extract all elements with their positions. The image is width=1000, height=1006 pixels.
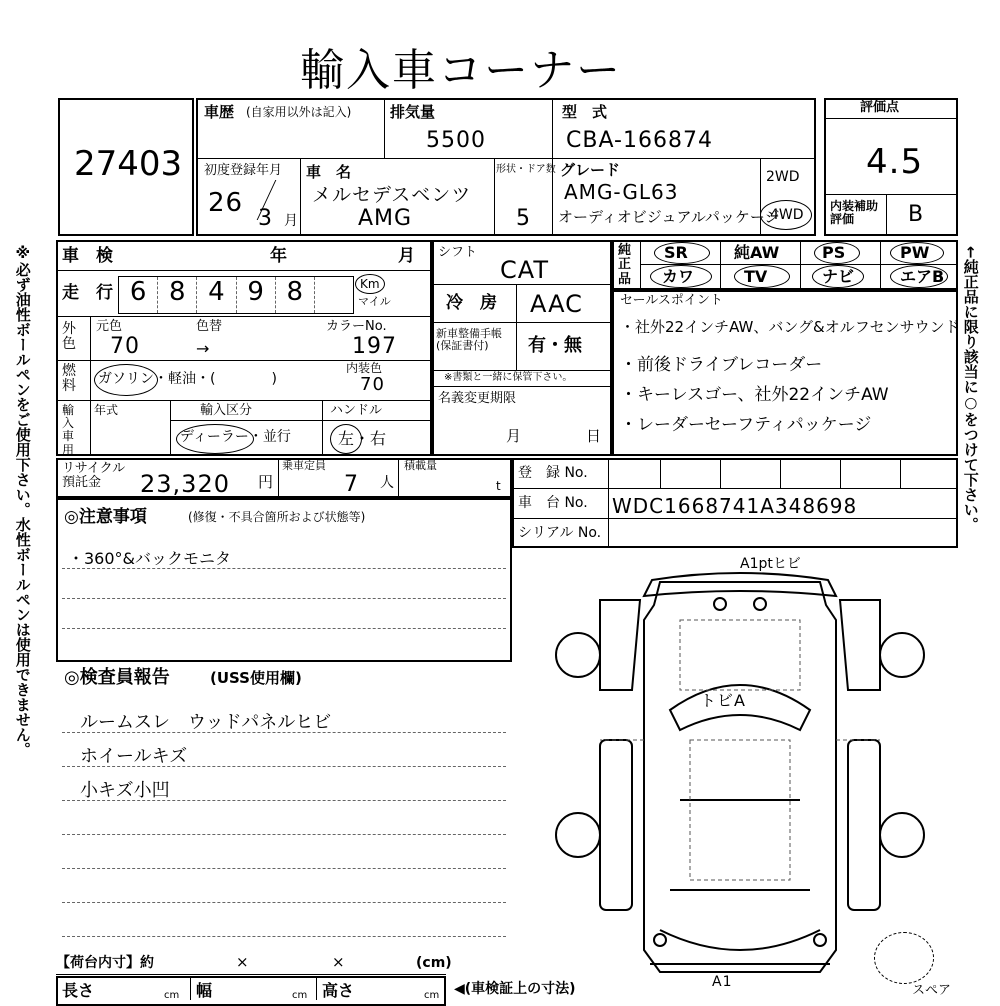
mileage-digit: 4 <box>197 277 236 313</box>
mileage-unit-mile: マイル <box>358 295 391 308</box>
equip-tv: TV <box>744 267 768 286</box>
page-title: 輸入車コーナー <box>300 45 622 96</box>
shift-label: シフト <box>438 245 478 260</box>
first-reg-label: 初度登録年月 <box>204 163 283 178</box>
sales-line-3: ・キーレスゴー、社外22インチAW <box>620 385 889 405</box>
equip-ps: PS <box>822 243 846 262</box>
serial-no-label: シリアル No. <box>518 525 602 541</box>
color-orig-label: 元色 <box>96 319 123 334</box>
inspector-label: ◎検査員報告 <box>64 667 170 688</box>
capacity-unit: 人 <box>380 475 394 491</box>
equip-tv-circle <box>734 265 790 288</box>
manual-note: ※書類と一緒に保管下さい。 <box>444 372 573 383</box>
manual-options: 有・無 <box>528 335 582 356</box>
name-change-month: 月 <box>506 427 522 445</box>
manual-label: 新車整備手帳(保証書付) <box>436 327 502 353</box>
name-change-day: 日 <box>586 427 602 445</box>
doors-value: 5 <box>516 206 531 231</box>
import-type-label: 輸入区分 <box>200 403 253 418</box>
cargo-cm: (cm) <box>416 955 452 971</box>
sales-line-2: ・前後ドライブレコーダー <box>620 355 823 375</box>
fuel-gasoline-circle <box>94 364 158 396</box>
reg-no-label: 登 録 No. <box>518 465 588 481</box>
lot-number: 27403 <box>74 144 183 184</box>
sales-points-label: セールスポイント <box>620 293 723 308</box>
mileage-digit: 9 <box>237 277 276 313</box>
dims-width-cm: cm <box>292 990 308 1001</box>
diagram-top-label: A1ptヒビ <box>740 556 801 572</box>
doors-label: 形状・ドア数 <box>496 164 556 175</box>
mileage-digit: 6 <box>119 277 158 313</box>
mileage-digit: 8 <box>276 277 315 313</box>
sales-line-1: ・社外22インチAW、バング&オルフセンサウンド <box>620 318 960 336</box>
first-reg-month: 3 <box>258 206 273 231</box>
equip-aw: 純AW <box>734 243 780 262</box>
notes-sub: (修復・不具合箇所および状態等) <box>188 510 366 524</box>
history-label: 車歴 <box>204 103 235 121</box>
mileage-label: 走 行 <box>62 283 113 303</box>
dims-length: 長さ <box>62 981 95 1000</box>
interior-color-value: 70 <box>360 374 385 395</box>
inspector-line-1: ルームスレ ウッドパネルヒビ <box>80 712 332 733</box>
shift-value: CAT <box>500 256 549 284</box>
color-arrow: → <box>196 339 210 358</box>
handle-left-circle <box>330 424 362 454</box>
first-reg-year: 26 <box>208 188 244 218</box>
dims-note: ◀(車検証上の寸法) <box>454 981 576 997</box>
lot-box <box>58 98 194 236</box>
recycle-label: リサイクル預託金 <box>62 461 126 491</box>
drive-2wd: 2WD <box>766 169 800 185</box>
import-year-label: 年式 <box>94 403 119 417</box>
chassis-no-label: 車 台 No. <box>518 495 588 511</box>
grade-line2: オーディオビジュアルパッケージ <box>558 208 780 226</box>
fuel-label: 燃料 <box>62 363 76 395</box>
inspector-sub: (USS使用欄) <box>210 669 302 687</box>
equip-pw-circle <box>890 242 944 264</box>
spare-label: スペア <box>912 983 952 998</box>
equip-leather-circle <box>650 265 712 288</box>
equip-pw: PW <box>900 243 930 262</box>
color-no-value: 197 <box>352 334 397 359</box>
equip-sr: SR <box>664 243 688 262</box>
sales-line-4: ・レーダーセーフティパッケージ <box>620 415 872 435</box>
equip-ps-circle <box>814 242 860 264</box>
equipment-label: 純正品 <box>618 243 632 287</box>
capacity-label: 乗車定員 <box>282 459 326 472</box>
import-label: 輸入車用 <box>62 403 75 457</box>
color-no-label: カラーNo. <box>326 319 387 334</box>
score-value: 4.5 <box>866 142 924 182</box>
car-name-label: 車 名 <box>306 163 352 181</box>
equip-navi-circle <box>812 265 864 288</box>
drive-4wd-circle <box>760 200 812 230</box>
import-type-options: ディーラー・並行 <box>180 429 291 445</box>
inspector-line-3: 小キズ小凹 <box>80 780 170 801</box>
inspection-label: 車 検 <box>62 246 113 266</box>
fuel-options: ガソリン・軽油・( ) <box>98 371 277 387</box>
grade-label: グレード <box>560 161 621 179</box>
notes-label: ◎注意事項 <box>64 507 147 527</box>
diagram-windshield-label: トビA <box>700 691 746 710</box>
side-note-right: ←純正品に限り該当に○をつけて下さい。 <box>961 246 980 532</box>
color-changed-label: 色替 <box>196 319 223 334</box>
load-unit: t <box>496 479 501 493</box>
load-label: 積載量 <box>404 459 437 472</box>
car-name-line1: メルセデスベンツ <box>312 184 472 206</box>
interior-color-label: 内装色 <box>346 361 383 375</box>
dims-width: 幅 <box>196 981 213 1000</box>
equip-airbag: エアB <box>900 267 945 286</box>
name-change-label: 名義変更期限 <box>438 391 517 406</box>
equip-airbag-circle <box>890 265 948 288</box>
notes-line-1: ・360°&バックモニタ <box>68 549 232 568</box>
mileage-digits <box>118 276 354 314</box>
chassis-no-value: WDC1668741A348698 <box>612 494 858 518</box>
dims-height: 高さ <box>322 981 355 1000</box>
color-orig-value: 70 <box>110 334 140 359</box>
recycle-unit: 円 <box>258 473 274 491</box>
handle-label: ハンドル <box>330 403 383 418</box>
inspection-year: 年 <box>270 246 287 266</box>
grade-line1: AMG-GL63 <box>564 180 679 204</box>
recycle-value: 23,320 <box>140 470 230 498</box>
model-value: CBA-166874 <box>566 128 713 153</box>
import-dealer-circle <box>176 424 254 454</box>
dims-row <box>56 976 446 1006</box>
car-name-line2: AMG <box>358 206 413 231</box>
dims-length-cm: cm <box>164 990 180 1001</box>
drive-4wd: 4WD <box>770 207 804 223</box>
cargo-x2: × <box>332 953 345 971</box>
inspector-line-2: ホイールキズ <box>80 746 188 767</box>
model-label: 型 式 <box>562 103 608 121</box>
spare-tire-circle <box>874 932 934 984</box>
interior-value: B <box>908 202 925 227</box>
dims-height-cm: cm <box>424 990 440 1001</box>
score-label: 評価点 <box>860 100 900 115</box>
first-reg-month-unit: 月 <box>284 213 298 229</box>
inspection-month: 月 <box>398 246 415 266</box>
history-note: (自家用以外は記入) <box>246 105 352 119</box>
mileage-unit-km: Km <box>360 277 380 291</box>
cargo-label: 【荷台内寸】約 <box>56 955 154 971</box>
aircon-label: 冷 房 <box>446 293 497 313</box>
capacity-value: 7 <box>344 472 359 497</box>
handle-options: 左・右 <box>338 429 387 448</box>
interior-label: 内装補助評価 <box>830 199 879 227</box>
color-ext-label: 外色 <box>62 321 76 353</box>
cargo-x1: × <box>236 953 249 971</box>
mileage-digit: 8 <box>158 277 197 313</box>
displacement-value: 5500 <box>426 128 486 153</box>
aircon-value: AAC <box>530 290 583 318</box>
displacement-label: 排気量 <box>390 103 436 121</box>
equip-leather: カワ <box>662 267 695 286</box>
mileage-km-circle <box>355 274 385 294</box>
equip-sr-circle <box>654 242 710 264</box>
side-note-left: ※必ず油性ボールペンをご使用下さい。水性ボールペンは使用できません。 <box>13 244 32 757</box>
car-diagram <box>540 560 940 990</box>
equip-navi: ナビ <box>822 267 855 286</box>
diagram-front-label: A1 <box>712 974 733 990</box>
